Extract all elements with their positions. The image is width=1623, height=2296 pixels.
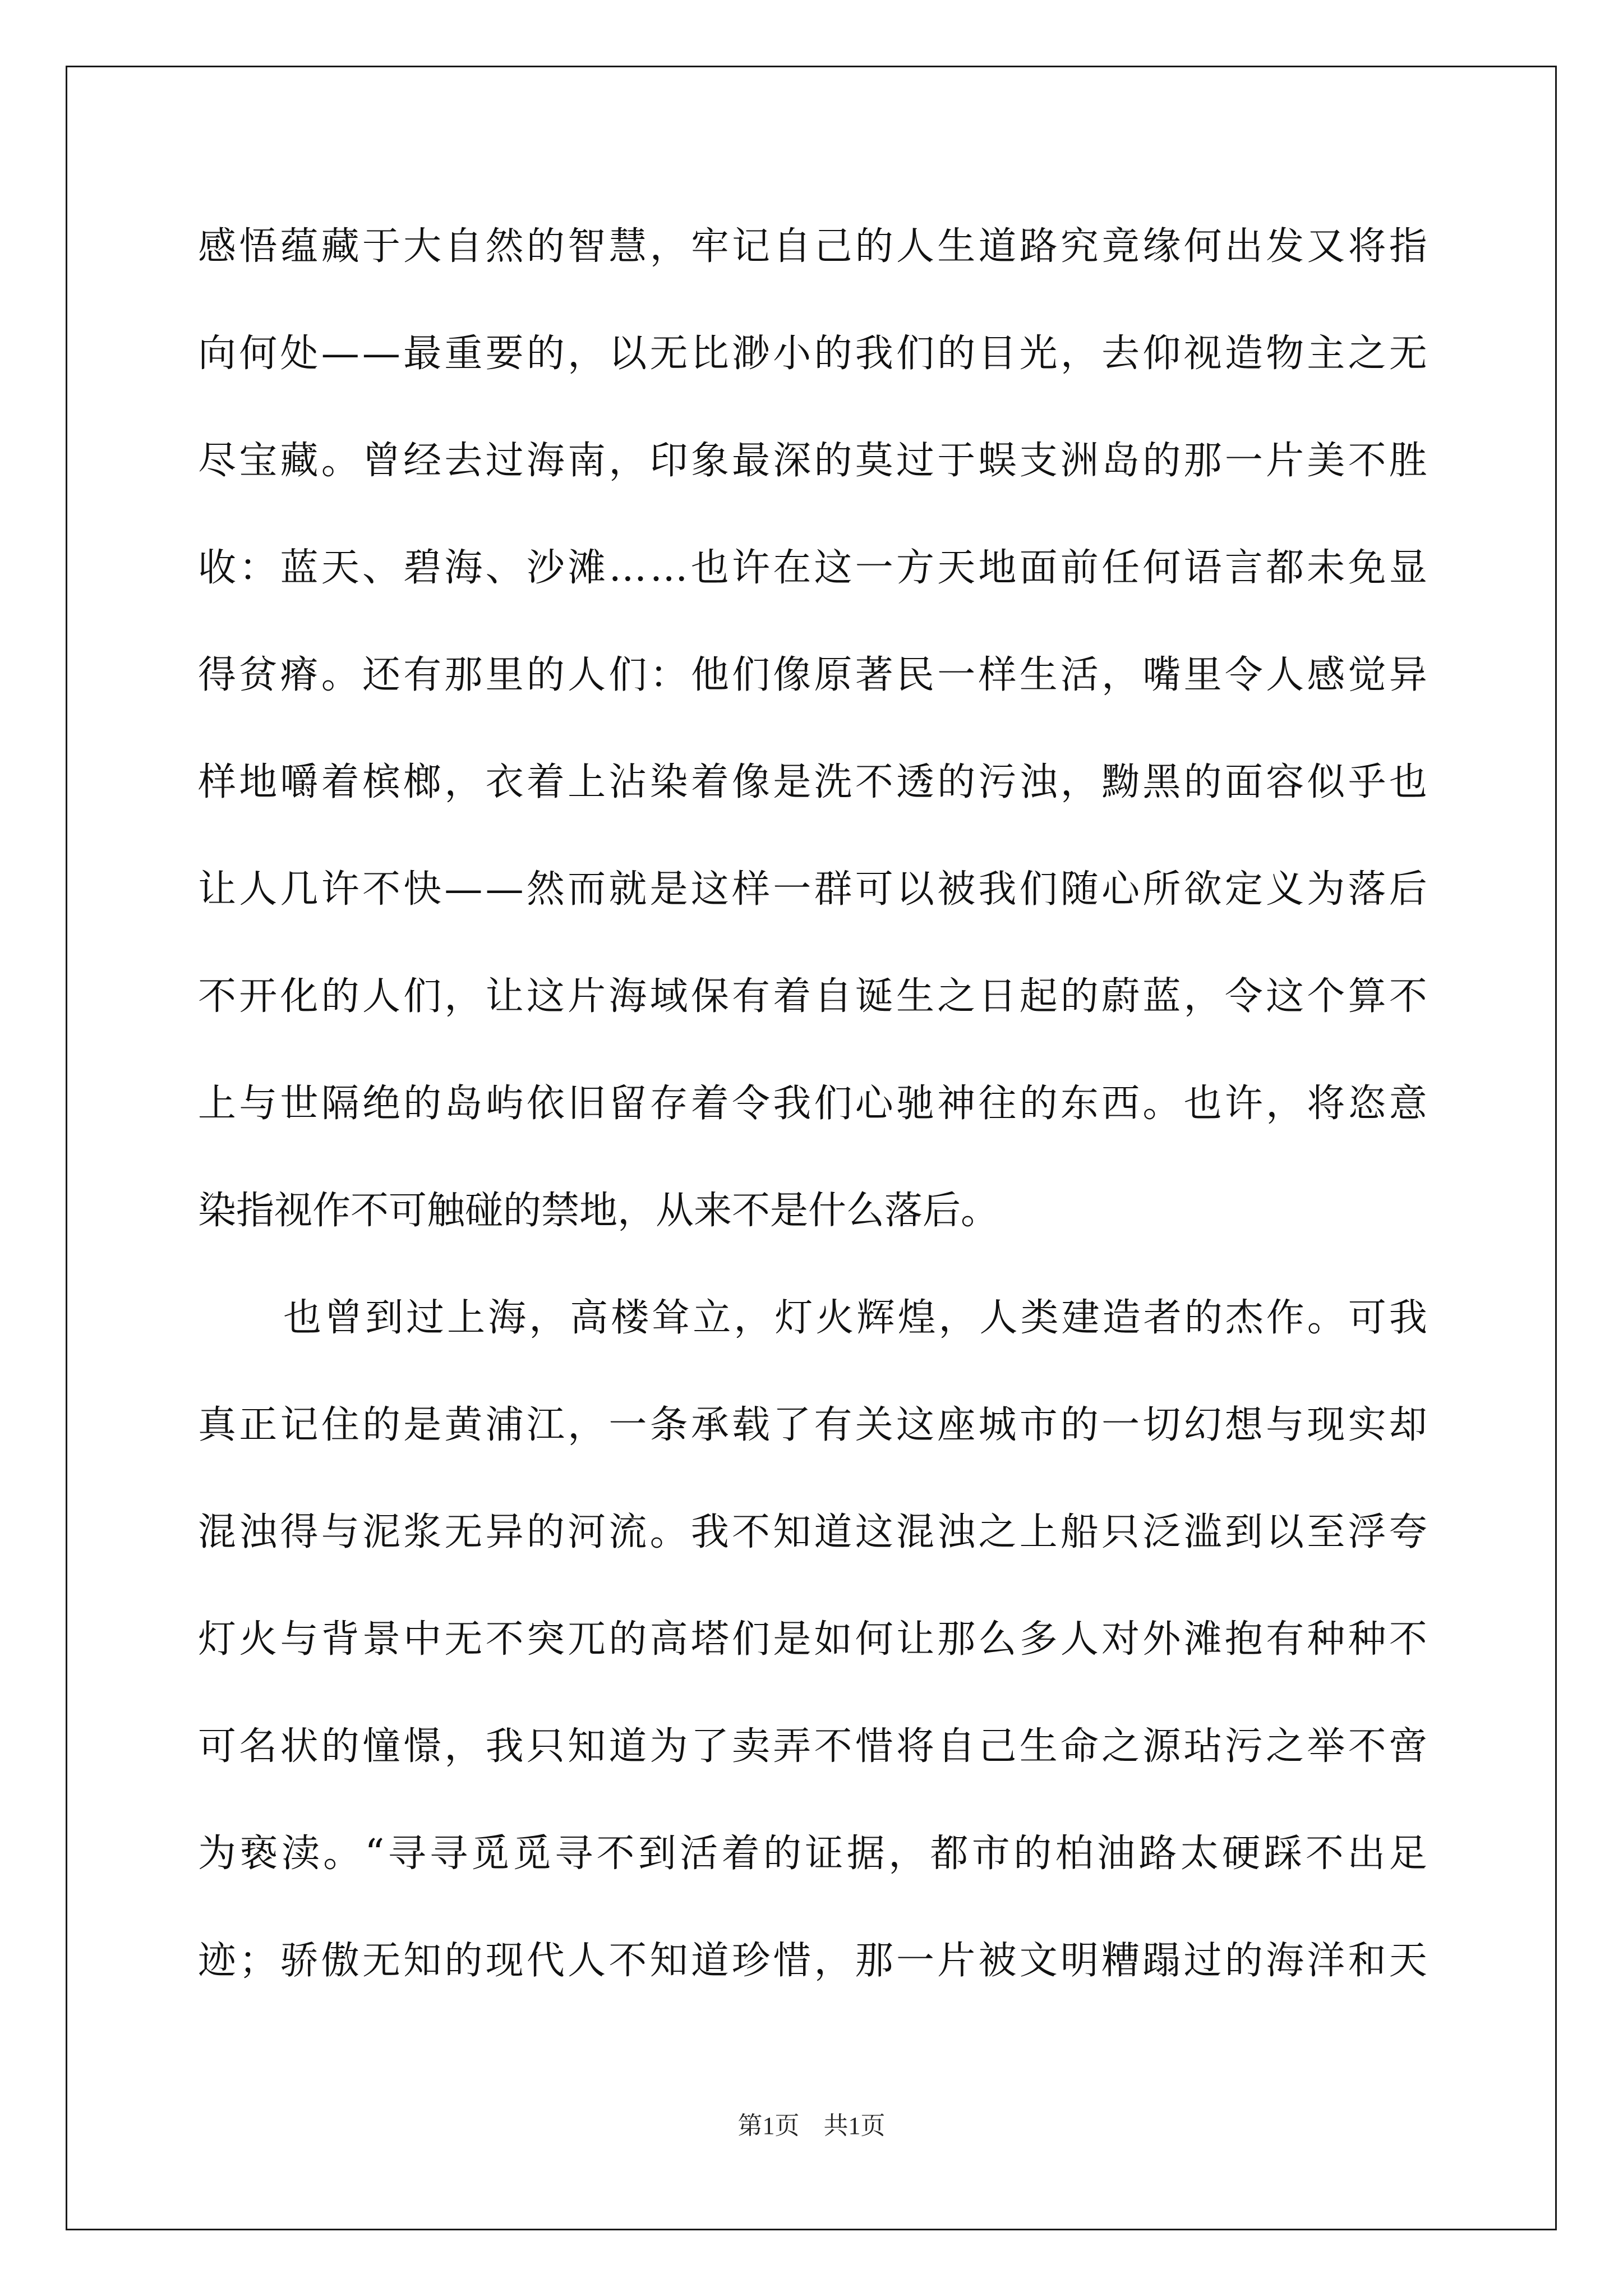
text-line: 染指视作不可触碰的禁地，从来不是什么落后。: [198, 1189, 999, 1233]
text-line: 为 亵 渎 。 “ 寻 寻 觅 觅 寻 不 到 活 着 的 证 据 ， 都 市 的 柏 油 路 太 硬 踩 不 出 足: [198, 1832, 1427, 1876]
paragraph-2: [198, 1285, 1427, 2035]
text-line: 迹 ； 骄 傲 无 知 的 现 代 人 不 知 道 珍 惜 ， 那 一 片 被 文 明 糟 蹋 过 的 海 洋 和 天: [198, 1939, 1427, 1983]
text-line: 向 何 处 — — 最 重 要 的 ， 以 无 比 渺 小 的 我 们 的 目 光 ， 去 仰 视 造 物 主 之 无: [198, 332, 1427, 376]
paragraph-1: [198, 213, 1427, 1285]
text-line: 样 地 嚼 着 槟 榔 ， 衣 着 上 沾 染 着 像 是 洗 不 透 的 污 浊 ， 黝 黑 的 面 容 似 乎 也: [198, 760, 1427, 804]
text-line: 可 名 状 的 憧 憬 ， 我 只 知 道 为 了 卖 弄 不 惜 将 自 己 生 命 之 源 玷 污 之 举 不 啻: [198, 1724, 1427, 1769]
text-line: 灯 火 与 背 景 中 无 不 突 兀 的 高 塔 们 是 如 何 让 那 么 多 人 对 外 滩 抱 有 种 种 不: [198, 1617, 1427, 1662]
text-line: 尽 宝 藏 。 曾 经 去 过 海 南 ， 印 象 最 深 的 莫 过 于 蜈 支 洲 岛 的 那 一 片 美 不 胜: [198, 439, 1427, 483]
page-footer: [0, 2109, 1623, 2143]
text-line: 不 开 化 的 人 们 ， 让 这 片 海 域 保 有 着 自 诞 生 之 日 起 的 蔚 蓝 ， 令 这 个 算 不: [198, 974, 1427, 1019]
text-line: 混 浊 得 与 泥 浆 无 异 的 河 流 。 我 不 知 道 这 混 浊 之 上 船 只 泛 滥 到 以 至 浮 夸: [198, 1510, 1427, 1554]
page-number: 第1页: [737, 2112, 800, 2139]
text-line: 得 贫 瘠 。 还 有 那 里 的 人 们 ： 他 们 像 原 著 民 一 样 生 活 ， 嘴 里 令 人 感 觉 异: [198, 653, 1427, 697]
text-line: 感 悟 蕴 藏 于 大 自 然 的 智 慧 ， 牢 记 自 己 的 人 生 道 路 究 竟 缘 何 出 发 又 将 指: [198, 224, 1427, 269]
text-line: 收 ： 蓝 天 、 碧 海 、 沙 滩 … … 也 许 在 这 一 方 天 地 面 前 任 何 语 言 都 未 免 显: [198, 546, 1427, 590]
text-line: 真 正 记 住 的 是 黄 浦 江 ， 一 条 承 载 了 有 关 这 座 城 市 的 一 切 幻 想 与 现 实 却: [198, 1403, 1427, 1447]
text-line: 让 人 几 许 不 快 — — 然 而 就 是 这 样 一 群 可 以 被 我 们 随 心 所 欲 定 义 为 落 后: [198, 867, 1427, 912]
text-line: 也 曾 到 过 上 海 ， 高 楼 耸 立 ， 灯 火 辉 煌 ， 人 类 建 造 者 的 杰 作 。 可 我: [283, 1296, 1427, 1340]
text-line: 上 与 世 隔 绝 的 岛 屿 依 旧 留 存 着 令 我 们 心 驰 神 往 的 东 西 。 也 许 ， 将 恣 意: [198, 1082, 1427, 1126]
page-total: 共1页: [823, 2112, 886, 2139]
document-body: [198, 213, 1427, 2035]
